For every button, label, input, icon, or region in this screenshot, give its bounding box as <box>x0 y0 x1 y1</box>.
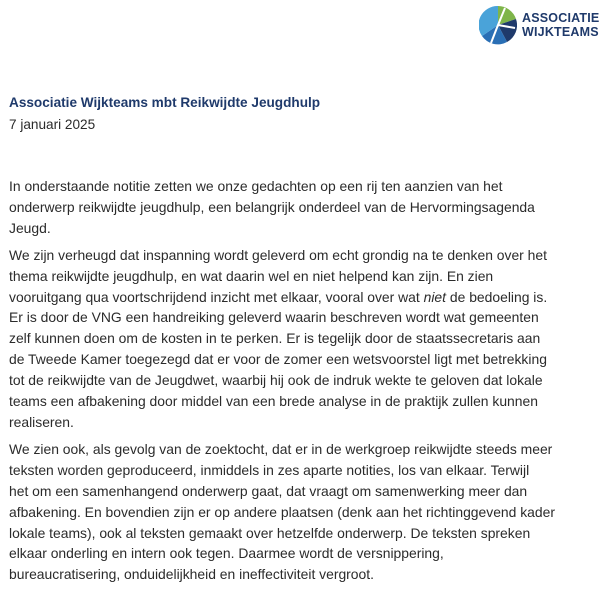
text-line: onderwerp reikwijdte jeugdhulp, een belangrijk onderdeel van de Hervormingsagenda <box>9 198 535 215</box>
document-body <box>9 176 555 585</box>
text-line: In onderstaande notitie zetten we onze gedachten op een rij ten aanzien van het <box>9 178 503 194</box>
paragraph-2 <box>9 245 548 433</box>
text-line: teksten worden geproduceerd, inmiddels in zes aparte notities, los van elkaar. Terwijl <box>9 461 530 478</box>
text-line: de Tweede Kamer toegezegd dat er voor de zomer een wetsvoorstel ligt met betrekking <box>9 351 547 368</box>
emphasis-word: niet <box>423 288 447 305</box>
text-line: het om een samenhangend onderwerp gaat, dat vraagt om samenwerking meer dan <box>9 482 528 499</box>
text-line: realiseren. <box>9 413 74 430</box>
text-line: teams een afbakening door middel van een brede analyse in de praktijk zullen kunnen <box>9 393 538 410</box>
text-line: tot de reikwijdte van de Jeugdwet, waarbij hij ook de indruk wekte te geloven dat lokale <box>9 372 543 389</box>
text-line: zelf kunnen doen om de kosten in te perken. Er is tegelijk door de staatssecretaris aan <box>9 330 541 347</box>
text-line: We zien ook, als gevolg van de zoektocht, dat er in de werkgroep reikwijdte steeds meer <box>9 440 553 457</box>
text-segment: vooruitgang qua voortschrijdend inzicht met elkaar, vooral over wat <box>9 288 424 305</box>
logo-circle-icon <box>479 4 517 46</box>
text-line: elkaar onderling en intern ook tegen. Daarmee wordt de versnippering, <box>9 545 444 562</box>
text-line: lokale teams), ook al teksten gemaakt over hetzelfde onderwerp. De teksten spreken <box>9 524 531 541</box>
text-line: afbakening. En bovendien zijn er op andere plaatsen (denk aan het richtinggevend kader <box>9 503 555 520</box>
associatie-wijkteams-logo <box>479 4 599 46</box>
text-line: Jeugd. <box>9 219 51 236</box>
text-line: We zijn verheugd dat inspanning wordt geleverd om echt grondig na te denken over het <box>9 246 547 263</box>
paragraph-1 <box>9 176 534 239</box>
text-line-with-emphasis <box>9 287 548 308</box>
text-line: bureaucratisering, onduidelijkheid en ineffectiviteit vergroot. <box>9 566 374 583</box>
document-title: Associatie Wijkteams mbt Reikwijdte Jeugdhulp <box>9 95 321 110</box>
text-line: Er is door de VNG een handreiking geleverd waarin beschreven wordt wat gemeenten <box>9 309 539 326</box>
logo-line-1: ASSOCIATIE <box>522 11 600 25</box>
logo-line-2: WIJKTEAMS <box>522 25 599 39</box>
document-date: 7 januari 2025 <box>9 117 96 132</box>
document-header <box>9 93 320 135</box>
text-segment: de bedoeling is. <box>446 288 548 305</box>
paragraph-3 <box>9 439 555 585</box>
logo-wordmark <box>522 11 599 39</box>
text-line: thema reikwijdte jeugdhulp, en wat daarin wel en niet helpend kan zijn. En zien <box>9 267 494 284</box>
